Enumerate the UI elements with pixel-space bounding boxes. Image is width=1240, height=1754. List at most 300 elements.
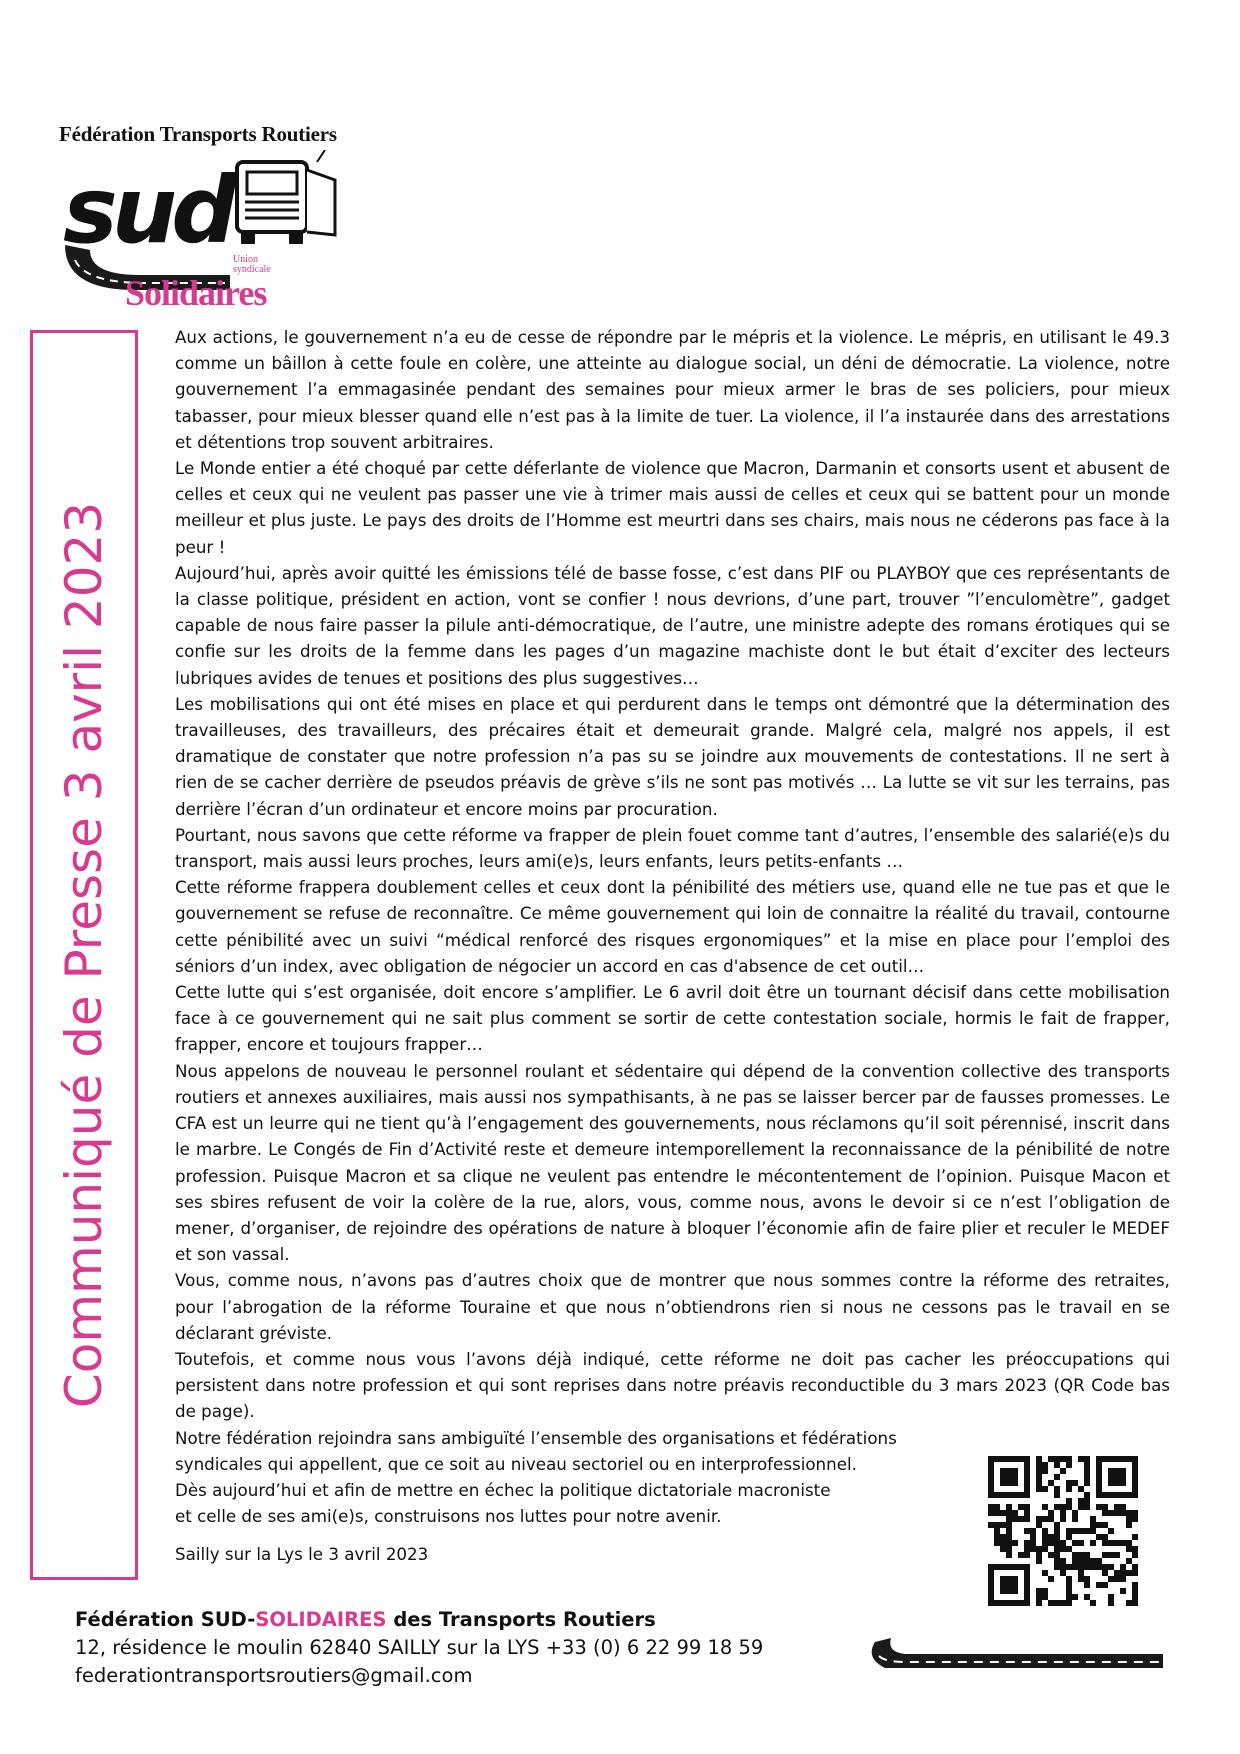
qr-module [1120, 1468, 1126, 1474]
qr-module [1006, 1588, 1012, 1594]
qr-module [1048, 1600, 1054, 1606]
qr-module [1102, 1534, 1108, 1540]
qr-module [1060, 1456, 1066, 1462]
qr-module [1012, 1480, 1018, 1486]
qr-module [1024, 1462, 1030, 1468]
qr-module [1126, 1546, 1132, 1552]
qr-module [1120, 1474, 1126, 1480]
qr-module [1054, 1534, 1060, 1540]
qr-module [1096, 1558, 1102, 1564]
qr-module [994, 1564, 1000, 1570]
footer-org-prefix: Fédération SUD- [75, 1608, 256, 1631]
qr-module [1102, 1564, 1108, 1570]
qr-module [1012, 1576, 1018, 1582]
qr-module [1120, 1510, 1126, 1516]
qr-module [1054, 1456, 1060, 1462]
qr-module [1006, 1576, 1012, 1582]
qr-module [1006, 1504, 1012, 1510]
qr-module [1114, 1576, 1120, 1582]
qr-module [1090, 1600, 1096, 1606]
qr-module [1018, 1492, 1024, 1498]
qr-module [1132, 1582, 1138, 1588]
qr-module [1084, 1498, 1090, 1504]
qr-module [988, 1468, 994, 1474]
qr-module [1042, 1540, 1048, 1546]
qr-module [1000, 1468, 1006, 1474]
qr-module [1012, 1582, 1018, 1588]
qr-module [1048, 1540, 1054, 1546]
qr-module [1036, 1588, 1042, 1594]
qr-module [1078, 1528, 1084, 1534]
qr-module [1054, 1546, 1060, 1552]
qr-module [1048, 1576, 1054, 1582]
qr-module [1102, 1492, 1108, 1498]
qr-module [994, 1504, 1000, 1510]
qr-module [1000, 1582, 1006, 1588]
qr-module [1078, 1456, 1084, 1462]
qr-module [1132, 1552, 1138, 1558]
qr-module [1096, 1474, 1102, 1480]
footer [75, 1606, 763, 1690]
qr-module [1108, 1468, 1114, 1474]
qr-module [1006, 1540, 1012, 1546]
qr-module [1108, 1480, 1114, 1486]
qr-module [1006, 1582, 1012, 1588]
qr-module [1126, 1492, 1132, 1498]
qr-module [1036, 1522, 1042, 1528]
paragraph: Pourtant, nous savons que cette réforme va frapper de plein fouet comme tant d’autres, l’ensemble des salarié(e)s du transport, mais aussi leurs proches, leurs ami(e)s, leurs enfants, leurs petits-enfants … [175, 824, 1170, 872]
footer-email[interactable]: federationtransportsroutiers@gmail.com [75, 1664, 473, 1687]
qr-module [988, 1456, 994, 1462]
qr-module [1024, 1456, 1030, 1462]
qr-module [1072, 1552, 1078, 1558]
qr-module [1066, 1588, 1072, 1594]
qr-module [1126, 1516, 1132, 1522]
qr-module [1030, 1540, 1036, 1546]
qr-module [988, 1600, 994, 1606]
qr-module [1096, 1456, 1102, 1462]
qr-module [1096, 1522, 1102, 1528]
qr-module [1114, 1504, 1120, 1510]
qr-module [1126, 1600, 1132, 1606]
qr-module [1078, 1558, 1084, 1564]
qr-module [1108, 1510, 1114, 1516]
qr-module [1102, 1540, 1108, 1546]
paragraph: Les mobilisations qui ont été mises en place et qui perdurent dans le temps ont démontré que la détermination des travailleuses, des travailleurs, des précaires était et demeurait grande. Malgré cela, malgré nos appels, il est dramatique de constater que notre profession n’a pas su se joindre aux mouvements de contestations. Il ne sert à rien de se cacher derrière de pseudos préavis de grève s’ils ne sont pas motivés … La lutte se vit sur les terrains, pas derrière l’écran d’un ordinateur et encore moins par procuration. [175, 693, 1170, 819]
qr-module [1006, 1516, 1012, 1522]
qr-module [1018, 1504, 1024, 1510]
qr-module [1000, 1588, 1006, 1594]
qr-module [1066, 1528, 1072, 1534]
qr-module [1006, 1492, 1012, 1498]
qr-module [1042, 1528, 1048, 1534]
qr-module [1000, 1480, 1006, 1486]
qr-module [1006, 1468, 1012, 1474]
qr-module [1024, 1468, 1030, 1474]
qr-module [1066, 1480, 1072, 1486]
road-icon [865, 1628, 1165, 1674]
qr-module [1132, 1516, 1138, 1522]
qr-module [1126, 1456, 1132, 1462]
qr-module [1000, 1474, 1006, 1480]
qr-module [1024, 1600, 1030, 1606]
paragraph: Aux actions, le gouvernement n’a eu de cesse de répondre par le mépris et la violence. Le mépris, en utilisant le 49.3 comme un bâillon à cette foule en colère, une atteinte au dialogue social, un déni de démocratie. La violence, notre gouvernement l’a emmagasinée pendant des semaines pour mieux armer le bras de ses policiers, pour mieux tabasser, pour mieux blesser quand elle n’est pas à la limite de tuer. La violence, il l’a instaurée dans des arrestations et détentions trop souvent arbitraires. [175, 327, 1170, 452]
qr-module [1036, 1594, 1042, 1600]
logo-union-line1: Union [233, 254, 258, 265]
qr-module [988, 1594, 994, 1600]
qr-module [1132, 1588, 1138, 1594]
qr-module [1132, 1492, 1138, 1498]
qr-module [1066, 1498, 1072, 1504]
qr-module [1000, 1492, 1006, 1498]
qr-module [1120, 1492, 1126, 1498]
qr-module [1078, 1576, 1084, 1582]
qr-module [1054, 1552, 1060, 1558]
qr-module [1120, 1564, 1126, 1570]
qr-module [1018, 1456, 1024, 1462]
qr-module [1036, 1600, 1042, 1606]
qr-module [1042, 1462, 1048, 1468]
qr-module [1012, 1492, 1018, 1498]
qr-module [1078, 1564, 1084, 1570]
qr-module [1120, 1588, 1126, 1594]
qr-module [1132, 1480, 1138, 1486]
qr-module [1006, 1480, 1012, 1486]
qr-module [1126, 1570, 1132, 1576]
qr-module [1090, 1528, 1096, 1534]
qr-module [1054, 1504, 1060, 1510]
qr-module [988, 1510, 994, 1516]
qr-module [994, 1522, 1000, 1528]
logo-union-line2: syndicale [233, 264, 271, 275]
qr-module [1132, 1462, 1138, 1468]
qr-module [1054, 1522, 1060, 1528]
qr-module [1078, 1552, 1084, 1558]
qr-module [1024, 1588, 1030, 1594]
paragraph: Le Monde entier a été choqué par cette déferlante de violence que Macron, Darmanin et consorts usent et abusent de celles et ceux qui ne veulent pas passer une vie à trimer mais aussi de celles et ceux qui se battent pour un monde meilleur et plus juste. Le pays des droits de l’Homme est meurtri dans ses chairs, mais nous ne céderons pas face à la peur ! [175, 458, 1170, 557]
qr-module [1102, 1504, 1108, 1510]
qr-module [1132, 1534, 1138, 1540]
qr-module [1090, 1540, 1096, 1546]
qr-module [1096, 1468, 1102, 1474]
qr-module [1066, 1462, 1072, 1468]
qr-module [1012, 1510, 1018, 1516]
qr-module [1030, 1534, 1036, 1540]
qr-module [988, 1462, 994, 1468]
qr-module [1024, 1486, 1030, 1492]
closing-line: et celle de ses ami(e)s, construisons nos luttes pour notre avenir. [175, 1506, 722, 1527]
qr-module [1066, 1582, 1072, 1588]
qr-module [1102, 1522, 1108, 1528]
qr-module [1108, 1600, 1114, 1606]
qr-module [994, 1492, 1000, 1498]
qr-module [1102, 1456, 1108, 1462]
qr-module [1036, 1516, 1042, 1522]
paragraph: Aujourd’hui, après avoir quitté les émissions télé de basse fosse, c’est dans PIF ou PLAYBOY que ces représentants de la classe politique, président en action, vont se confier ! nous devrions, d’une part, trouver ”l’enculomètre”, gadget capable de nous faire passer la pilule anti-démocratique, de l’autre, une ministre adepte des romans érotiques qui se confie sur les droits de la femme dans les pages d’un magazine machiste dont le but était d’exciter des lecteurs lubriques avides de tenues et positions des plus suggestives… [175, 562, 1170, 688]
qr-module [1060, 1564, 1066, 1570]
qr-module [1006, 1552, 1012, 1558]
qr-module [1036, 1474, 1042, 1480]
qr-module [1126, 1522, 1132, 1528]
qr-module [1096, 1492, 1102, 1498]
qr-module [1060, 1570, 1066, 1576]
qr-module [1132, 1564, 1138, 1570]
qr-module [1078, 1540, 1084, 1546]
qr-module [1084, 1564, 1090, 1570]
qr-module [1126, 1510, 1132, 1516]
qr-module [1024, 1510, 1030, 1516]
qr-module [1000, 1510, 1006, 1516]
qr-module [988, 1522, 994, 1528]
qr-module [1132, 1474, 1138, 1480]
qr-module [988, 1570, 994, 1576]
qr-module [1042, 1534, 1048, 1540]
footer-address: 12, résidence le moulin 62840 SAILLY sur la LYS +33 (0) 6 22 99 18 59 [75, 1636, 764, 1659]
qr-module [1000, 1576, 1006, 1582]
qr-module [1120, 1504, 1126, 1510]
qr-module [1066, 1594, 1072, 1600]
qr-module [1096, 1582, 1102, 1588]
qr-module [1054, 1492, 1060, 1498]
qr-module [1012, 1468, 1018, 1474]
qr-module [1108, 1456, 1114, 1462]
qr-module [1066, 1564, 1072, 1570]
qr-module [1072, 1528, 1078, 1534]
qr-module [1060, 1468, 1066, 1474]
qr-module [1048, 1480, 1054, 1486]
qr-module [1084, 1492, 1090, 1498]
qr-module [1120, 1456, 1126, 1462]
qr-module [1054, 1486, 1060, 1492]
qr-module [1006, 1546, 1012, 1552]
qr-module [1000, 1522, 1006, 1528]
qr-module [1000, 1540, 1006, 1546]
qr-module [1042, 1504, 1048, 1510]
qr-module [1036, 1552, 1042, 1558]
qr-module [1084, 1594, 1090, 1600]
qr-module [1042, 1588, 1048, 1594]
qr-module [994, 1456, 1000, 1462]
qr-module [1054, 1540, 1060, 1546]
qr-module [1096, 1486, 1102, 1492]
qr-module [988, 1480, 994, 1486]
qr-module [1114, 1492, 1120, 1498]
qr-module [1036, 1558, 1042, 1564]
qr-module [988, 1504, 994, 1510]
qr-module [1084, 1504, 1090, 1510]
qr-module [1084, 1558, 1090, 1564]
qr-module [1006, 1600, 1012, 1606]
qr-module [1102, 1510, 1108, 1516]
qr-module [1126, 1540, 1132, 1546]
qr-module [988, 1492, 994, 1498]
qr-module [1030, 1528, 1036, 1534]
qr-module [1132, 1468, 1138, 1474]
qr-module [1060, 1546, 1066, 1552]
qr-module [1036, 1462, 1042, 1468]
qr-module [1102, 1570, 1108, 1576]
qr-module [1108, 1564, 1114, 1570]
qr-module [1132, 1486, 1138, 1492]
logo-sud-text: sud [63, 157, 232, 264]
qr-module [1072, 1516, 1078, 1522]
qr-module [1096, 1480, 1102, 1486]
closing-line: syndicales qui appellent, que ce soit au niveau sectoriel ou en interprofessionnel. [175, 1453, 857, 1474]
qr-module [1120, 1480, 1126, 1486]
qr-module [1108, 1474, 1114, 1480]
qr-module [1012, 1600, 1018, 1606]
qr-module [1132, 1546, 1138, 1552]
qr-module [1078, 1504, 1084, 1510]
qr-module [1054, 1600, 1060, 1606]
qr-module [1048, 1456, 1054, 1462]
qr-module [1120, 1540, 1126, 1546]
qr-module [1114, 1552, 1120, 1558]
qr-module [1072, 1480, 1078, 1486]
paragraph: Cette lutte qui s’est organisée, doit encore s’amplifier. Le 6 avril doit être un tournant décisif dans cette mobilisation face à ce gouvernement qui ne sait plus comment se sortir de cette contestation sociale, hormis le fait de frapper, frapper, encore et toujours frapper… [175, 982, 1170, 1055]
qr-module [1006, 1564, 1012, 1570]
qr-module [1042, 1486, 1048, 1492]
qr-module [988, 1576, 994, 1582]
qr-module [1042, 1516, 1048, 1522]
qr-module [1078, 1486, 1084, 1492]
qr-module [1048, 1516, 1054, 1522]
qr-module [1108, 1552, 1114, 1558]
closing-line: Dès aujourd’hui et afin de mettre en échec la politique dictatoriale macroniste [175, 1479, 831, 1500]
qr-module [1066, 1546, 1072, 1552]
qr-module [1114, 1480, 1120, 1486]
qr-module [1000, 1534, 1006, 1540]
qr-module [1012, 1588, 1018, 1594]
qr-module [1006, 1456, 1012, 1462]
qr-module [1012, 1456, 1018, 1462]
qr-module [1102, 1582, 1108, 1588]
qr-module [1060, 1540, 1066, 1546]
qr-module [1024, 1570, 1030, 1576]
qr-module [1012, 1516, 1018, 1522]
qr-module [1042, 1570, 1048, 1576]
qr-module [1024, 1516, 1030, 1522]
qr-module [1024, 1540, 1030, 1546]
qr-module [1072, 1540, 1078, 1546]
qr-module [1024, 1564, 1030, 1570]
qr-module [1012, 1474, 1018, 1480]
press-release-body [175, 324, 1170, 1568]
qr-module [1006, 1534, 1012, 1540]
qr-module [1084, 1552, 1090, 1558]
qr-module [1060, 1510, 1066, 1516]
qr-module [1084, 1528, 1090, 1534]
qr-module [1054, 1462, 1060, 1468]
qr-module [1000, 1546, 1006, 1552]
qr-module [1090, 1564, 1096, 1570]
qr-module [1042, 1594, 1048, 1600]
qr-module [1132, 1456, 1138, 1462]
qr-module [1054, 1474, 1060, 1480]
qr-module [1060, 1558, 1066, 1564]
qr-module [988, 1564, 994, 1570]
qr-module [994, 1540, 1000, 1546]
qr-module [1018, 1564, 1024, 1570]
qr-module [1024, 1528, 1030, 1534]
qr-module [1018, 1600, 1024, 1606]
place-date: Sailly sur la Lys le 3 avril 2023 [175, 1544, 429, 1565]
qr-module [1114, 1510, 1120, 1516]
truck-icon [237, 150, 335, 244]
qr-module [1090, 1516, 1096, 1522]
qr-module [1132, 1510, 1138, 1516]
qr-module [1006, 1474, 1012, 1480]
footer-org-name [75, 1606, 763, 1634]
qr-module [1006, 1510, 1012, 1516]
qr-module [1066, 1504, 1072, 1510]
qr-module [1096, 1534, 1102, 1540]
qr-module [1060, 1504, 1066, 1510]
qr-module [1114, 1456, 1120, 1462]
qr-module [1090, 1558, 1096, 1564]
qr-code[interactable] [988, 1456, 1138, 1606]
qr-module [1120, 1570, 1126, 1576]
qr-module [988, 1474, 994, 1480]
qr-module [1072, 1594, 1078, 1600]
qr-module [1054, 1564, 1060, 1570]
qr-module [1084, 1582, 1090, 1588]
paragraph: Vous, comme nous, n’avons pas d’autres choix que de montrer que nous sommes contre la réforme des retraites, pour l’abrogation de la réforme Touraine et que nous n’obtiendrons rien si nous ne cessons pas le travail en se déclarant gréviste. [175, 1270, 1170, 1343]
qr-module [1084, 1462, 1090, 1468]
qr-module [1084, 1456, 1090, 1462]
qr-module [1036, 1456, 1042, 1462]
qr-module [1096, 1462, 1102, 1468]
qr-module [1066, 1600, 1072, 1606]
closing-line: Notre fédération rejoindra sans ambiguïté l’ensemble des organisations et fédérations [175, 1427, 897, 1448]
qr-module [1036, 1468, 1042, 1474]
qr-module [1054, 1528, 1060, 1534]
qr-module [1024, 1474, 1030, 1480]
logo-solidaires-text: Solidaires [125, 273, 267, 313]
qr-module [1078, 1570, 1084, 1576]
qr-module [1108, 1594, 1114, 1600]
qr-module [1126, 1558, 1132, 1564]
paragraph: Toutefois, et comme nous vous l’avons déjà indiqué, cette réforme ne doit pas cacher les préoccupations qui persistent dans notre profession et qui sont reprises dans notre préavis reconductible du 3 mars 2023 (QR Code bas de page). [175, 1348, 1170, 1422]
qr-module [1024, 1576, 1030, 1582]
qr-module [1132, 1594, 1138, 1600]
qr-module [1084, 1468, 1090, 1474]
qr-module [1066, 1456, 1072, 1462]
qr-module [1012, 1564, 1018, 1570]
qr-module [1072, 1558, 1078, 1564]
qr-module [1024, 1492, 1030, 1498]
paragraph: Nous appelons de nouveau le personnel roulant et sédentaire qui dépend de la convention collective des transports routiers et annexes auxiliaires, mais aussi nos sympathisants, à ne pas se laisser bercer par de fausses promesses. Le CFA est un leurre qui ne tient qu’à l’engagement des gouvernements, nous réclamons qu’il soit pérennisé, inscrit dans le marbre. Le Congés de Fin d’Activité reste et demeure intemporellement la reconnaissance de la pénibilité de notre profession. Puisque Macron et sa clique ne veulent pas entendre le mécontentement de l’opinion. Puisque Macon et ses sbires refusent de voir la colère de la rue, alors, vous, comme nous, avons le devoir si ce n’est l’obligation de mener, d’organiser, de rejoindre des opérations de nature à bloquer l’économie afin de faire plier et reculer le MEDEF et son vassal. [175, 1060, 1170, 1265]
qr-module [1102, 1552, 1108, 1558]
qr-module [1108, 1540, 1114, 1546]
qr-module [1084, 1474, 1090, 1480]
qr-module [988, 1582, 994, 1588]
qr-module [1108, 1576, 1114, 1582]
qr-module [1084, 1480, 1090, 1486]
qr-module [1108, 1528, 1114, 1534]
side-title: Communiqué de Presse 3 avril 2023 [55, 501, 113, 1409]
qr-module [1024, 1552, 1030, 1558]
qr-module [994, 1534, 1000, 1540]
qr-module [1048, 1552, 1054, 1558]
qr-module [1006, 1522, 1012, 1528]
qr-module [1006, 1528, 1012, 1534]
qr-module [1036, 1486, 1042, 1492]
qr-module [1030, 1546, 1036, 1552]
qr-module [1024, 1594, 1030, 1600]
qr-module [1000, 1564, 1006, 1570]
qr-module [988, 1486, 994, 1492]
